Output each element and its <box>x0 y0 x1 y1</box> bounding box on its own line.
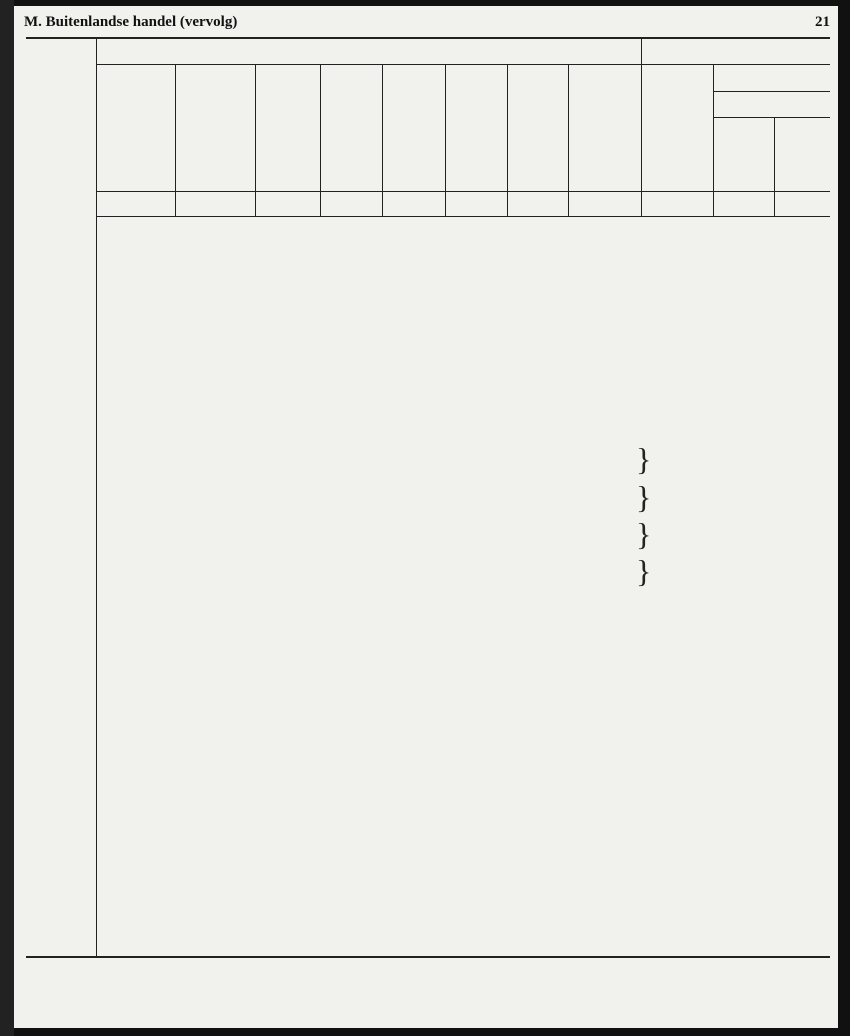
column-divider <box>175 191 176 216</box>
column-divider <box>713 191 714 216</box>
page-title: M. Buitenlandse handel (vervolg) <box>24 14 238 30</box>
column-divider <box>382 64 383 191</box>
quarter-brace: } <box>636 553 652 589</box>
column-divider <box>774 117 775 191</box>
colnum-rule <box>96 216 830 217</box>
column-divider <box>568 191 569 216</box>
eeg-rule-bottom <box>713 117 830 118</box>
top-rule <box>26 37 830 39</box>
quarter-brace: } <box>636 479 652 515</box>
column-divider <box>320 64 321 191</box>
column-divider <box>774 191 775 216</box>
quarter-brace: } <box>636 441 652 477</box>
column-divider <box>255 191 256 216</box>
column-divider <box>507 191 508 216</box>
column-divider <box>320 191 321 216</box>
column-divider <box>382 191 383 216</box>
group-rule <box>96 64 641 65</box>
column-divider <box>507 64 508 191</box>
column-divider <box>641 37 642 191</box>
column-divider <box>641 191 642 216</box>
bottom-rule <box>26 956 830 958</box>
document-page <box>14 6 838 1028</box>
column-divider <box>255 64 256 191</box>
eeg-rule-top <box>713 91 830 92</box>
column-divider <box>713 64 714 191</box>
unit-rule <box>96 191 830 192</box>
waarvan-rule <box>641 64 830 65</box>
left-border <box>96 37 97 956</box>
page-number: 21 <box>815 14 830 30</box>
column-divider <box>445 64 446 191</box>
column-divider <box>175 64 176 191</box>
column-divider <box>445 191 446 216</box>
quarter-brace: } <box>636 516 652 552</box>
binding-gutter <box>0 0 14 1036</box>
column-divider <box>568 64 569 191</box>
